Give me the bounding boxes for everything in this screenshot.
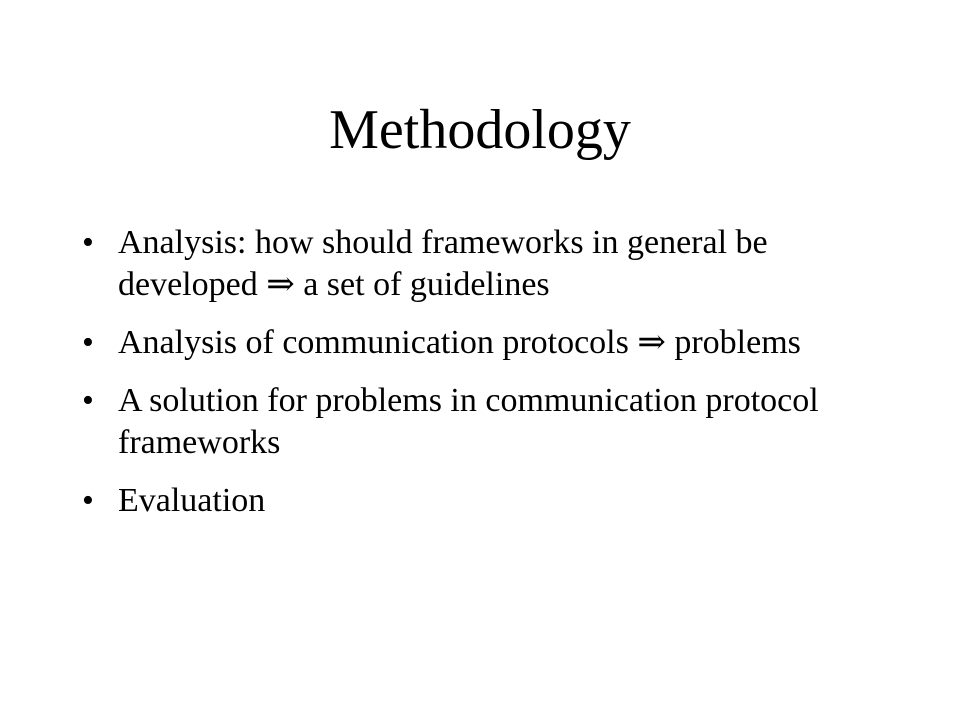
- bullet-item: [82, 480, 882, 522]
- slide-title: Methodology: [329, 99, 631, 161]
- bullet-text: A solution for problems in communication protocol frameworks: [118, 382, 819, 461]
- bullet-item: [82, 222, 882, 306]
- bullet-item: [82, 322, 882, 364]
- bullet-marker: •: [82, 382, 94, 419]
- bullet-marker: •: [82, 224, 94, 261]
- bullet-text: Analysis: how should frameworks in general be developed ⇒ a set of guidelines: [118, 224, 768, 303]
- bullet-list: [82, 222, 882, 538]
- bullet-marker: •: [82, 324, 94, 361]
- bullet-item: [82, 380, 882, 464]
- bullet-text: Analysis of communication protocols ⇒ problems: [118, 324, 801, 361]
- bullet-text: Evaluation: [118, 482, 266, 519]
- bullet-marker: •: [82, 482, 94, 519]
